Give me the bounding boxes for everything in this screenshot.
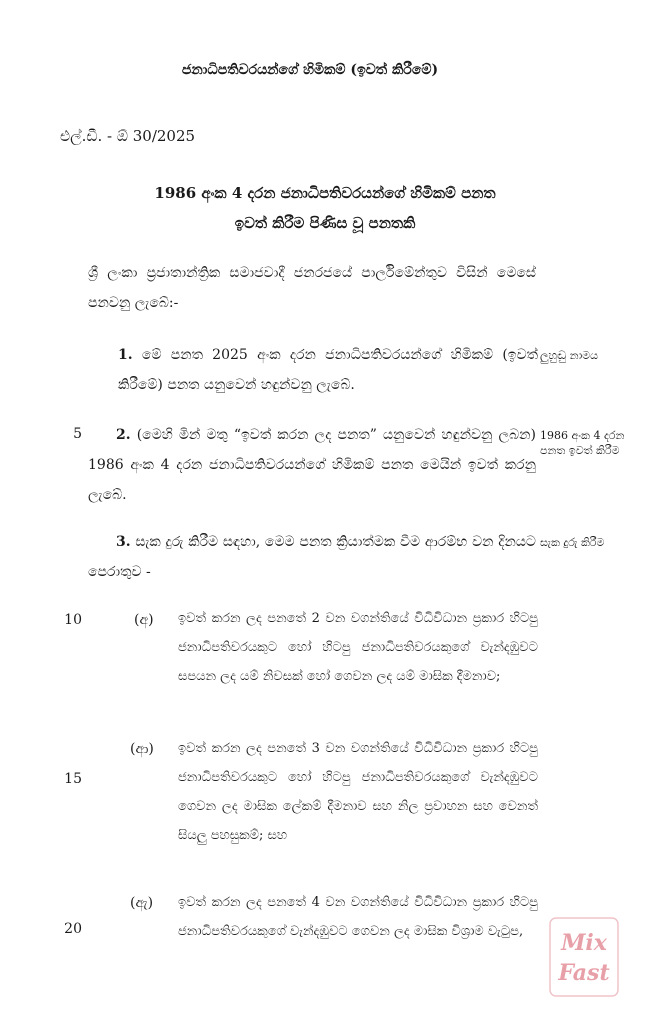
document-title: ජනාධිපතිවරයන්ගේ හිමිකම් (ඉවත් කිරීමේ) [181, 62, 439, 78]
section-1 [118, 340, 538, 400]
subsection-a-text: ඉවත් කරන ලද පනතේ 2 වන වගන්තියේ විධිවිධාන ප්‍රකාර හිටපු ජනාධිපතිවරයකුට හෝ හිටපු ජනාධිපතිවරයකුගේ වැන්දඹුවට සපයන ලද යම් නිවසක් හෝ ගෙවන ලද යම් මාසික දීමනාව; [178, 611, 538, 684]
section-text: සැක දුරු කිරීම සඳහා, මෙම පනත ක්‍රියාත්මක වීම ආරම්භ වන දිනයට පෙරාතුව - [88, 534, 536, 580]
line-number-15: 15 [64, 771, 82, 787]
line-number-5: 5 [73, 426, 82, 442]
margin-note-avoidance-of-doubt: සැක දුරු කිරීම [540, 536, 605, 549]
watermark-text-2: Fast [558, 960, 610, 986]
section-number: 2. [116, 427, 131, 443]
document-number: එල්.ඩී. - ඕ 30/2025 [60, 127, 196, 145]
section-text: මේ පනත 2025 අංක දරන ජනාධිපතිවරයන්ගේ හිමිකම් (ඉවත් කිරීමේ) පනත යනුවෙන් හඳුන්වනු ලැබේ. [118, 347, 538, 393]
long-title-line-1: 1986 අංක 4 දරන ජනාධිපතිවරයන්ගේ හිමිකම් පනත [154, 184, 496, 202]
section-number: 1. [118, 347, 133, 363]
line-number-10: 10 [64, 612, 82, 628]
subsection-label-b: (ආ) [130, 741, 154, 757]
line-number-20: 20 [64, 921, 82, 937]
long-title-line-2: ඉවත් කිරීම පිණිස වූ පනතකි [234, 214, 416, 232]
subsection-label-a: (අ) [134, 612, 154, 628]
subsection-c-text: ඉවත් කරන ලද පනතේ 4 වන වගන්තියේ විධිවිධාන ප්‍රකාර හිටපු ජනාධිපතිවරයකුගේ වැන්දඹුවට ගෙවන ලද මාසික විශ්‍රාම වැටුප, [178, 895, 538, 939]
section-3 [88, 527, 536, 587]
margin-note-short-title: ලුහුඬු නාමය [540, 349, 599, 362]
subsection-label-c: (ඇ) [130, 895, 154, 911]
enacting-clause: ශ්‍රී ලංකා ප්‍රජාතාන්ත්‍රික සමාජවාදී ජනරජයේ පාර්ලිමේන්තුව විසින් මෙසේ පනවනු ලැබේ:- [88, 265, 536, 311]
section-number: 3. [116, 534, 131, 550]
margin-note-repeal: 1986 අංක 4 දරන පනත ඉවත් කිරීම [540, 429, 625, 457]
watermark-logo [548, 916, 620, 998]
section-text: (මෙහි මින් මතු “ඉවත් කරන ලද පනත” යනුවෙන් හඳුන්වනු ලබන) 1986 අංක 4 දරන ජනාධිපතිවරයන්ගේ හිමිකම් පනත මෙයින් ඉවත් කරනු ලැබේ. [88, 427, 536, 503]
section-2 [88, 420, 536, 510]
subsection-b-text: ඉවත් කරන ලද පනතේ 3 වන වගන්තියේ විධිවිධාන ප්‍රකාර හිටපු ජනාධිපතිවරයකුට හෝ හිටපු ජනාධිපතිවරයකුගේ වැන්දඹුවට ගෙවන ලද මාසික ලේකම් දීමනාව සහ නිල ප්‍රවාහන සහ වෙනත් සියලු පහසුකම්; සහ [178, 741, 538, 843]
watermark-text-1: Mix [561, 930, 607, 956]
